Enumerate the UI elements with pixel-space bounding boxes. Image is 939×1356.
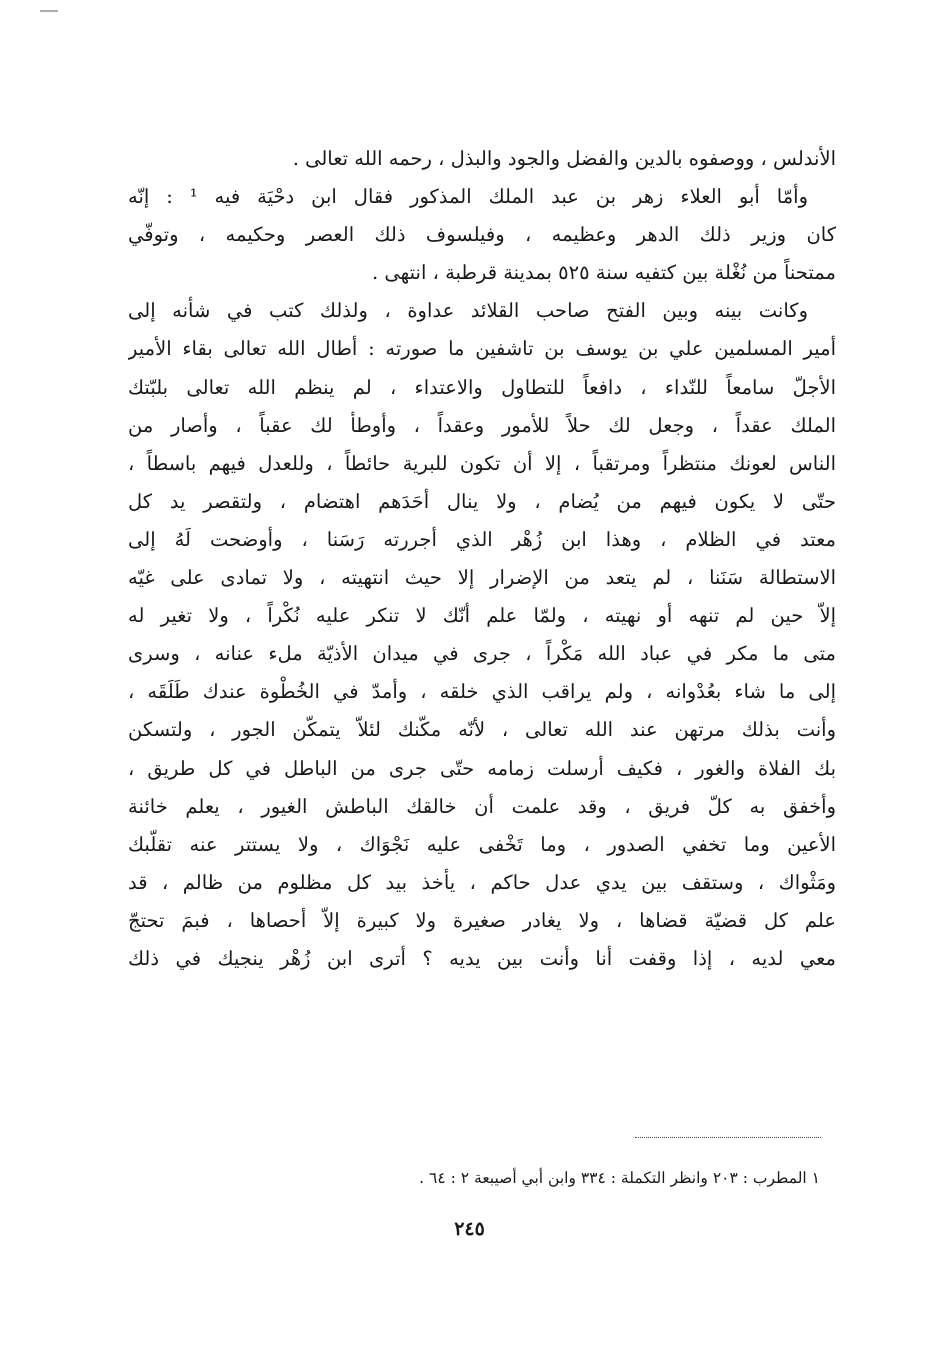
text-line: ومَثْواك ، وستقف بين يدي عدل حاكم ، يأخذ بيد كل مظلوم من ظالم ، قد bbox=[128, 870, 836, 894]
scan-corner-mark bbox=[40, 10, 58, 12]
text-line: الاستطالة سَنَنا ، لم يتعد من الإضرار إلا حيث انتهيته ، ولا تمادى على غيّه bbox=[128, 566, 836, 590]
text-line: إلى ما شاء بعُدْوانه ، ولم يراقب الذي خلقه ، وأمدّ في الخُطْوة عندك طَلَقَه ، bbox=[128, 680, 836, 704]
page-number: ٢٤٥ bbox=[454, 1218, 485, 1240]
text-line: أمير المسلمين علي بن يوسف بن تاشفين ما صورته : أطال الله تعالى بقاء الأمير bbox=[128, 337, 836, 361]
text-line: كان وزير ذلك الدهر وعظيمه ، وفيلسوف ذلك العصر وحكيمه ، وتوفّي bbox=[128, 223, 836, 247]
text-line: الأعين وما تخفي الصدور ، وما تَخْفى عليه نَجْوَاك ، ولا يستتر عنه تقلّبك bbox=[128, 832, 836, 856]
text-line: الملك عقداً ، وجعل لك حلاً للأمور وعقداً ، وأوطأ لك عقباً ، وأصار من bbox=[128, 413, 836, 437]
text-line: علم كل قضيّة قضاها ، ولا يغادر صغيرة ولا كبيرة إلاّ أحصاها ، فبمَ تحتجّ bbox=[128, 908, 836, 932]
text-line: الأندلس ، ووصفوه بالدين والفضل والجود والبذل ، رحمه الله تعالى . bbox=[292, 147, 836, 170]
text-line: إلاّ حين لم تنهه أو نهيته ، ولمّا علم أنّك لا تنكر عليه نُكْراً ، ولا تغير له bbox=[128, 604, 836, 628]
text-line: ممتحناً من نُغْلة بين كتفيه سنة ٥٢٥ بمدينة قرطبة ، انتهى . bbox=[372, 261, 836, 285]
text-line: وأمّا أبو العلاء زهر بن عبد الملك المذكور فقال ابن دحْيَة فيه ¹ : إنّه bbox=[128, 185, 808, 209]
text-line: الأجلّ سامعاً للنّداء ، دافعاً للتطاول والاعتداء ، لم ينظم الله تعالى بلبّتك bbox=[128, 375, 836, 399]
footnote-divider bbox=[635, 1137, 821, 1138]
text-line: معي لديه ، إذا وقفت أنا وأنت بين يديه ؟ أترى ابن زُهْر ينجيك في ذلك bbox=[128, 946, 836, 970]
footnote: ١ المطرب : ٢٠٣ وانظر التكملة : ٣٣٤ وابن أبي أصيبعة ٢ : ٦٤ . bbox=[419, 1169, 820, 1187]
text-line: معتد في الظلام ، وهذا ابن زُهْر الذي أجررته رَسَنا ، وأوضحت لَهُ إلى bbox=[128, 527, 836, 551]
text-line: بك الفلاة والغور ، فكيف أرسلت زمامه حتّى جرى من الباطل في كل طريق ، bbox=[128, 756, 836, 780]
text-line: متى ما مكر في عباد الله مَكْراً ، جرى في ميدان الأذيّة ملء عنانه ، وسرى bbox=[128, 642, 836, 666]
main-text-block bbox=[128, 140, 836, 978]
text-line: وأنت بذلك مرتهن عند الله تعالى ، لأنّه مكّنك لئلاّ يتمكّن الجور ، ولتسكن bbox=[128, 718, 836, 742]
text-line: وكانت بينه وبين الفتح صاحب القلائد عداوة ، ولذلك كتب في شأنه إلى bbox=[128, 299, 808, 323]
text-line: الناس لعونك منتظراً ومرتقباً ، إلا أن تكون للبرية حائطاً ، وللعدل فيهم باسطاً ، bbox=[128, 451, 836, 475]
text-line: وأخفق به كلّ فريق ، وقد علمت أن خالقك الباطش الغيور ، يعلم خائنة bbox=[128, 794, 836, 818]
text-line: حتّى لا يكون فيهم من يُضام ، ولا ينال أحَدَهم اهتضام ، ولتقصر يد كل bbox=[128, 489, 836, 513]
